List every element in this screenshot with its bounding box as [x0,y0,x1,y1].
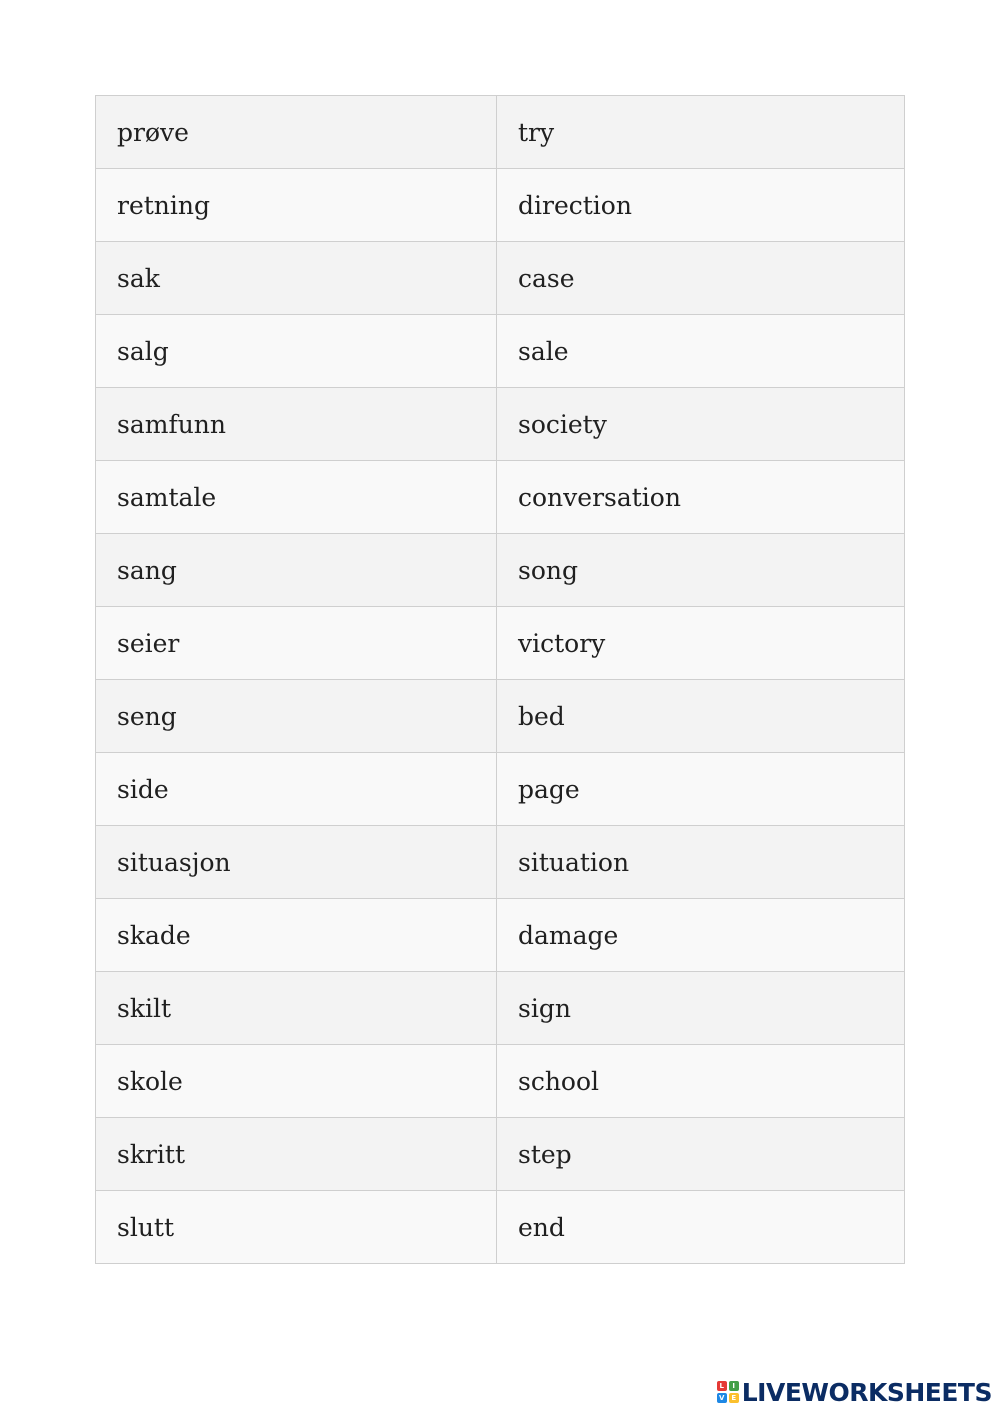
table-row [96,607,905,680]
table-row [96,96,905,169]
logo-square-e: E [729,1393,739,1403]
norwegian-word: prøve [96,96,497,169]
norwegian-word: seier [96,607,497,680]
english-word: case [497,242,905,315]
table-row [96,826,905,899]
table-row [96,1045,905,1118]
english-word: try [497,96,905,169]
norwegian-word: salg [96,315,497,388]
norwegian-word: retning [96,169,497,242]
norwegian-word: skole [96,1045,497,1118]
norwegian-word: seng [96,680,497,753]
table-row [96,315,905,388]
table-row [96,680,905,753]
english-word: song [497,534,905,607]
english-word: direction [497,169,905,242]
logo-text: LIVEWORKSHEETS [741,1377,992,1407]
liveworksheets-icon [717,1381,739,1403]
logo-square-i: I [729,1381,739,1391]
table-row [96,972,905,1045]
english-word: page [497,753,905,826]
english-word: sale [497,315,905,388]
table-row [96,899,905,972]
norwegian-word: sang [96,534,497,607]
logo-square-l: L [717,1381,727,1391]
table-row [96,169,905,242]
table-row [96,1118,905,1191]
table-row [96,242,905,315]
table-row [96,534,905,607]
table-row [96,461,905,534]
norwegian-word: skade [96,899,497,972]
english-word: conversation [497,461,905,534]
table-row [96,753,905,826]
norwegian-word: sak [96,242,497,315]
vocabulary-table [95,95,905,1264]
english-word: school [497,1045,905,1118]
norwegian-word: skritt [96,1118,497,1191]
english-word: situation [497,826,905,899]
english-word: victory [497,607,905,680]
norwegian-word: skilt [96,972,497,1045]
liveworksheets-logo[interactable] [717,1377,992,1407]
norwegian-word: samfunn [96,388,497,461]
table-row [96,388,905,461]
english-word: end [497,1191,905,1264]
norwegian-word: situasjon [96,826,497,899]
english-word: sign [497,972,905,1045]
english-word: society [497,388,905,461]
table-row [96,1191,905,1264]
norwegian-word: samtale [96,461,497,534]
english-word: damage [497,899,905,972]
norwegian-word: side [96,753,497,826]
english-word: bed [497,680,905,753]
english-word: step [497,1118,905,1191]
norwegian-word: slutt [96,1191,497,1264]
logo-square-v: V [717,1393,727,1403]
